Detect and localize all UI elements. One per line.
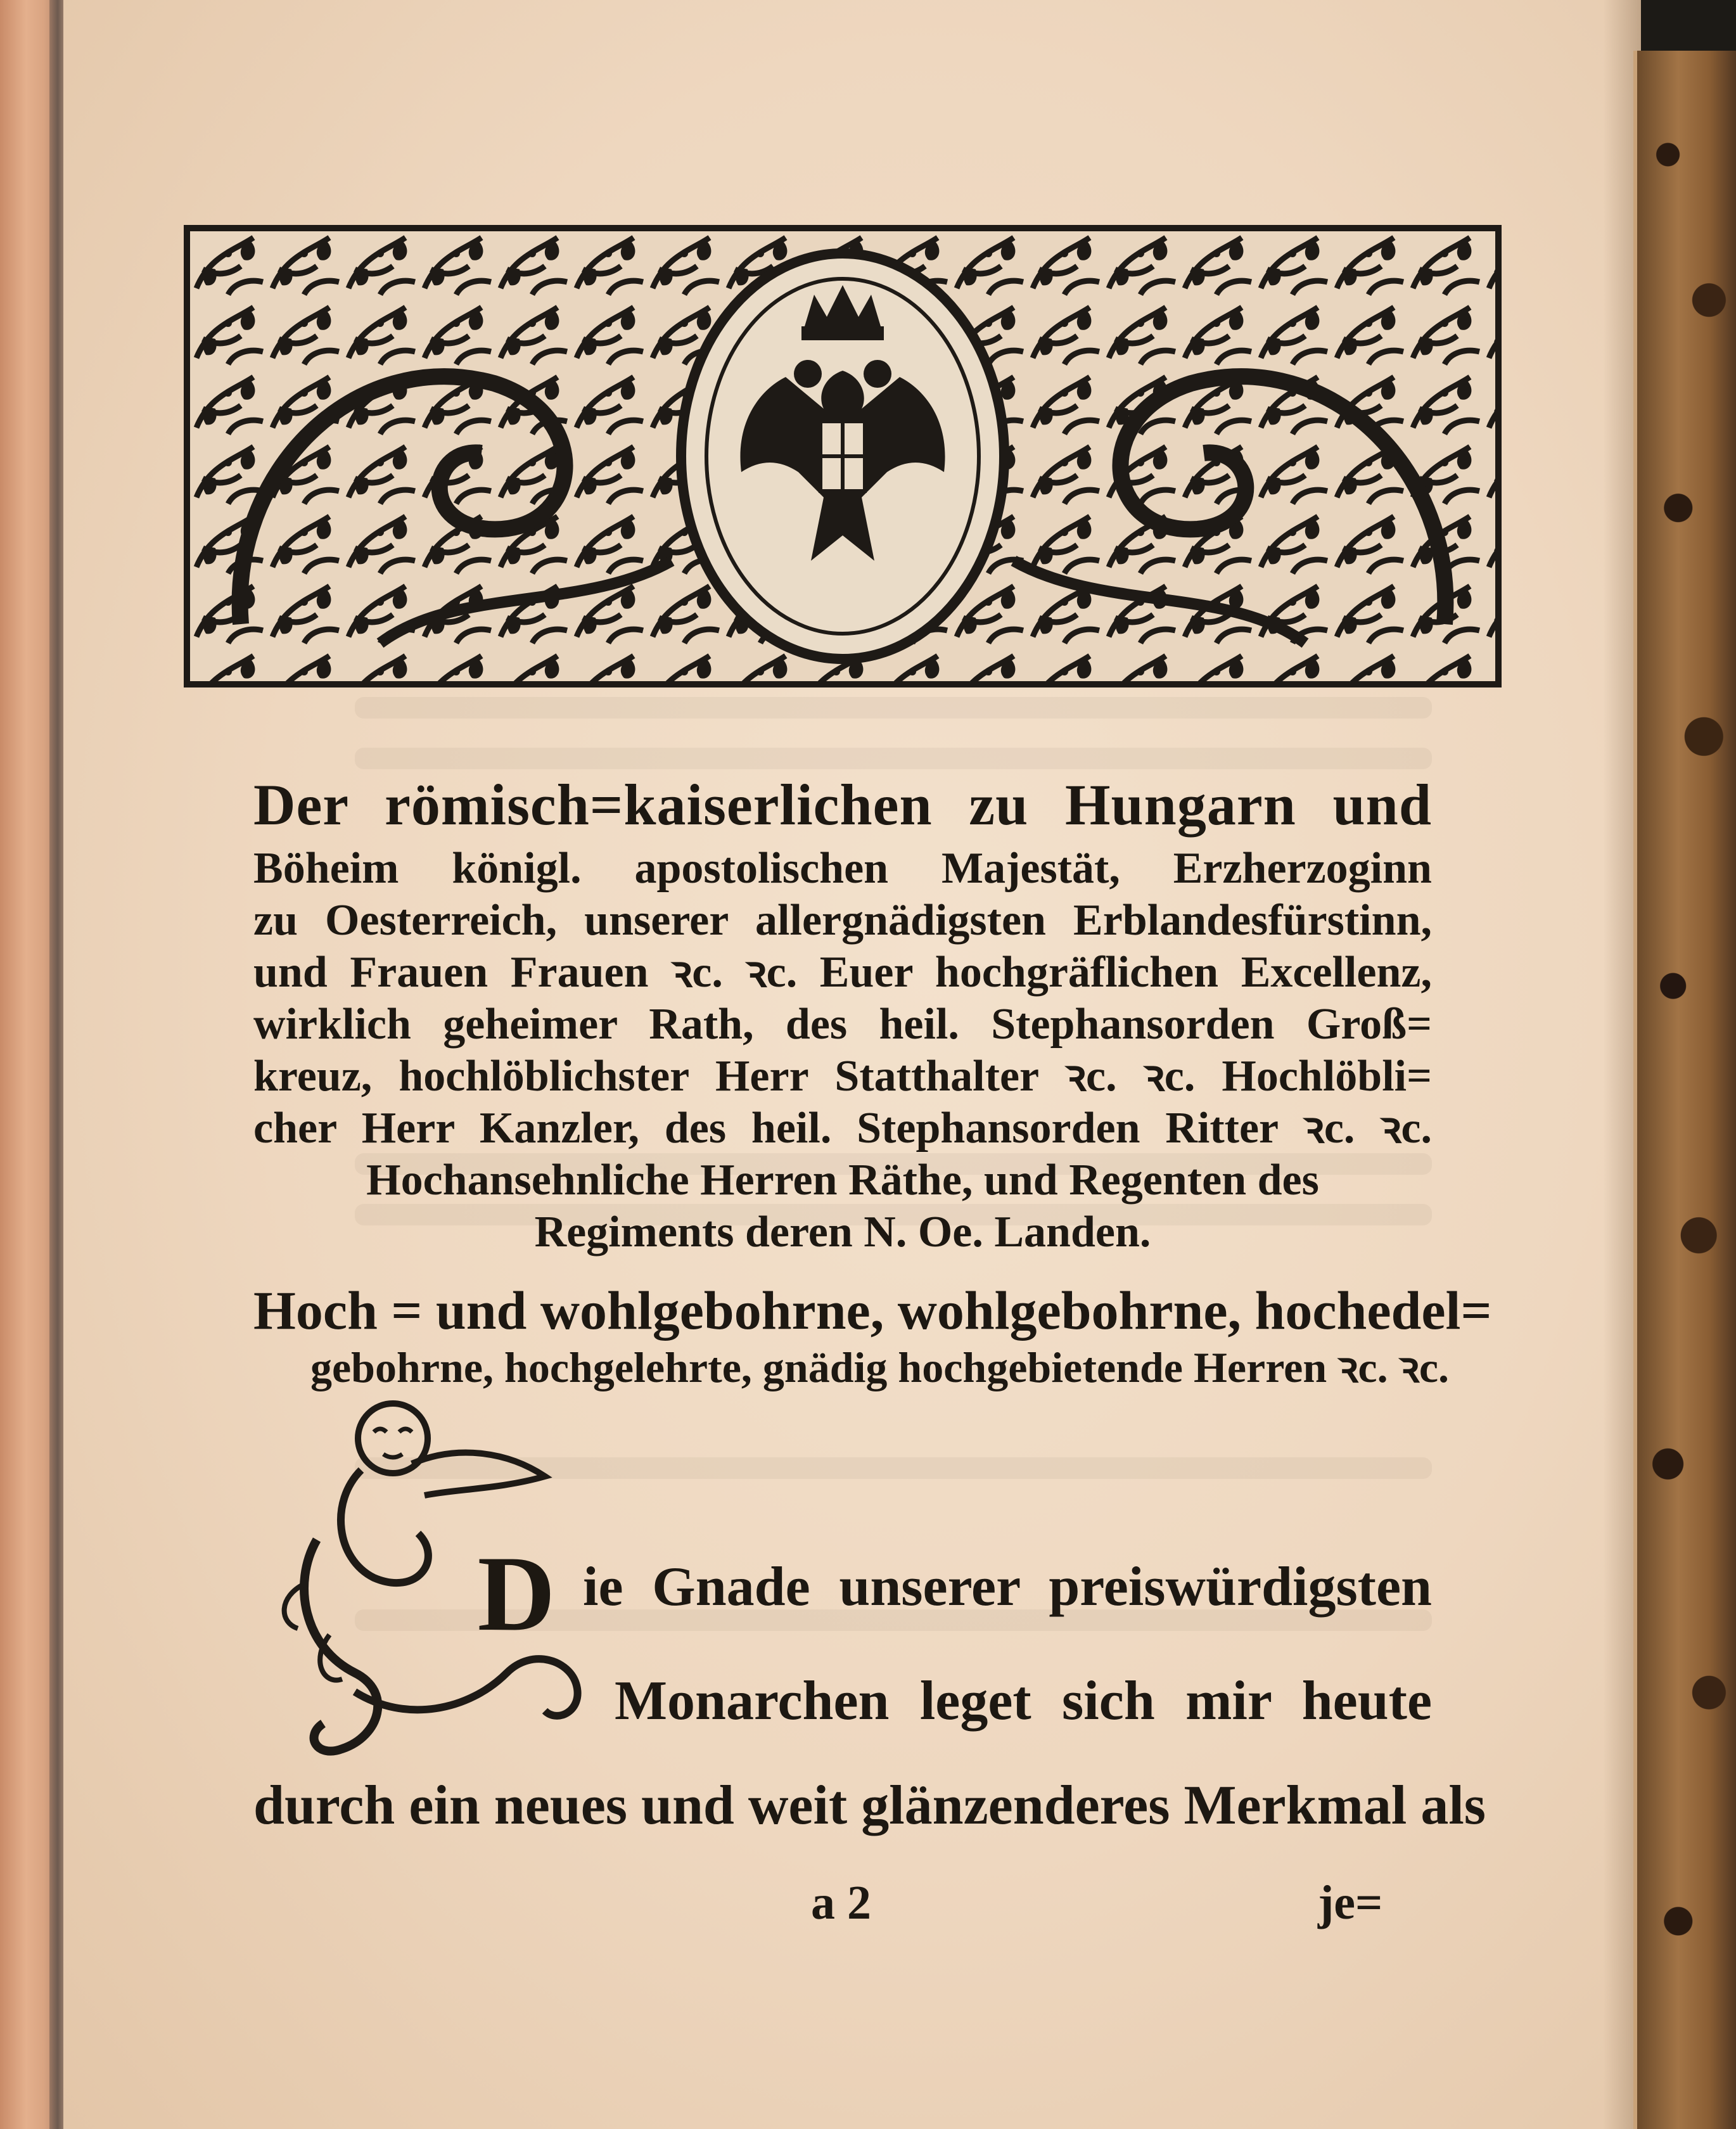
address-line: Hochansehnliche Herren Räthe, und Regenten des [366,1156,1319,1205]
double-headed-eagle-crest-icon [190,231,1495,681]
headpiece-ornament [184,225,1502,687]
address-line: zu Oesterreich, unserer allergnädigsten Erblandesfürstinn, [253,896,1432,945]
body-line: Monarchen leget sich mir heute [615,1670,1432,1732]
signature-mark: a 2 [811,1876,871,1929]
bleed-through [355,697,1432,719]
body-line: ie Gnade unserer preiswürdigsten [583,1556,1432,1618]
body-line: durch ein neues und weit glänzenderes Merkmal als [253,1775,1486,1836]
marbled-cover [1633,51,1736,2129]
bleed-through [355,748,1432,769]
heading-line: Der römisch=kaiserlichen zu Hungarn und [253,772,1432,837]
address-line: cher Herr Kanzler, des heil. Stephansorden Ritter ꝛc. ꝛc. [253,1104,1432,1153]
address-line: Böheim königl. apostolischen Majestät, Erzherzoginn [253,844,1432,893]
catchword: je= [1318,1876,1383,1929]
salutation-line: Hoch = und wohlgebohrne, wohlgebohrne, hochedel= [253,1280,1492,1341]
drop-cap-letter: D [477,1534,556,1653]
address-line: und Frauen Frauen ꝛc. ꝛc. Euer hochgräflichen Excellenz, [253,948,1432,997]
address-line: Regiments deren N. Oe. Landen. [534,1208,1151,1256]
salutation-line: gebohrne, hochgelehrte, gnädig hochgebietende Herren ꝛc. ꝛc. [310,1343,1450,1391]
address-line: kreuz, hochlöblichster Herr Statthalter ꝛc. ꝛc. Hochlöbli= [253,1052,1432,1101]
address-line: wirklich geheimer Rath, des heil. Stephansorden Groß= [253,1000,1432,1049]
